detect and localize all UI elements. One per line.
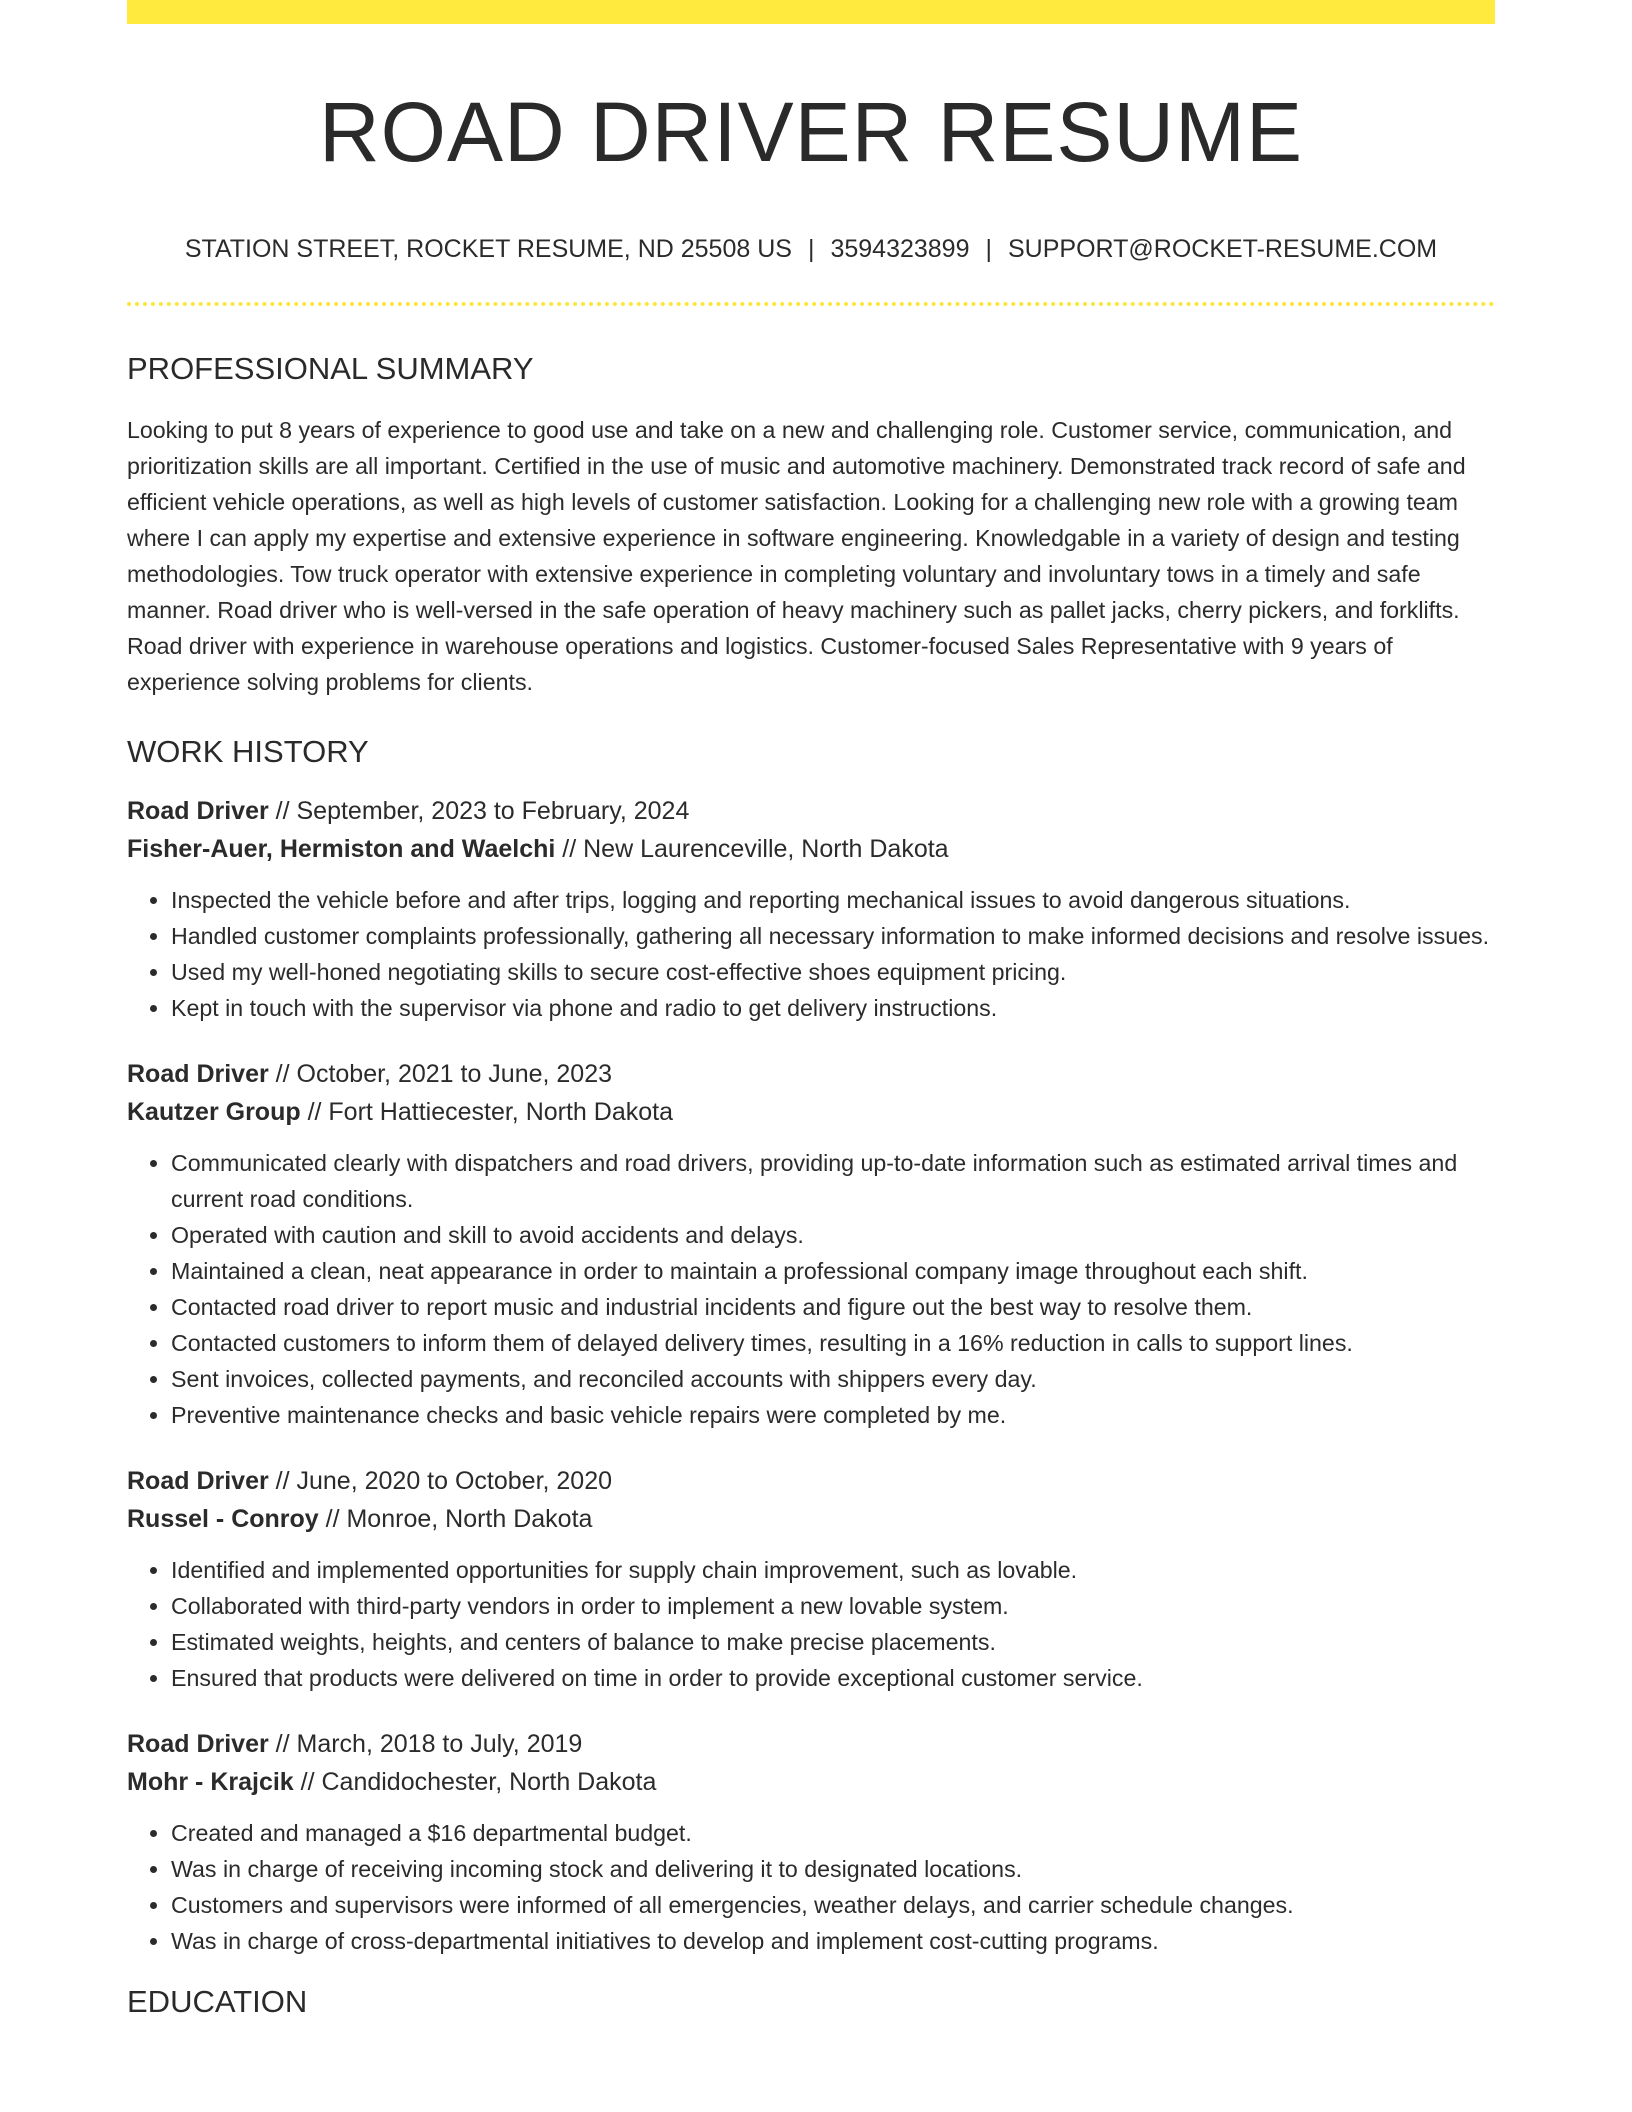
job-location: // Candidochester, North Dakota (293, 1768, 657, 1797)
job-entry (127, 1462, 1495, 1696)
bullet-item: • Estimated weights, heights, and centers of balance to make precise placements. (171, 1624, 1495, 1660)
accent-bar (127, 0, 1495, 24)
bullet-item: • Operated with caution and skill to avoid accidents and delays. (171, 1217, 1495, 1253)
job-title: Road Driver (127, 1467, 269, 1496)
job-title-line (127, 1462, 1495, 1500)
dotted-divider (127, 302, 1495, 306)
job-company-line (127, 830, 1495, 868)
job-company: Kautzer Group (127, 1098, 301, 1127)
job-title: Road Driver (127, 1060, 269, 1089)
bullet-item: • Ensured that products were delivered on time in order to provide exceptional customer service. (171, 1660, 1495, 1696)
bullet-item: • Communicated clearly with dispatchers and road drivers, providing up-to-date information such as estimated arrival times and current road conditions. (171, 1145, 1495, 1217)
job-bullets (127, 882, 1495, 1026)
summary-heading: PROFESSIONAL SUMMARY (127, 351, 534, 386)
bullet-item: • Used my well-honed negotiating skills to secure cost-effective shoes equipment pricing. (171, 954, 1495, 990)
work-history-heading: WORK HISTORY (127, 734, 369, 770)
job-title-line (127, 1725, 1495, 1763)
bullet-item: • Kept in touch with the supervisor via phone and radio to get delivery instructions. (171, 990, 1495, 1026)
job-entry (127, 792, 1495, 1026)
bullet-item: • Contacted customers to inform them of delayed delivery times, resulting in a 16% reduction in calls to support lines. (171, 1325, 1495, 1361)
bullet-item: • Contacted road driver to report music and industrial incidents and figure out the best way to resolve them. (171, 1289, 1495, 1325)
bullet-item: • Maintained a clean, neat appearance in order to maintain a professional company image throughout each shift. (171, 1253, 1495, 1289)
bullet-item: • Preventive maintenance checks and basic vehicle repairs were completed by me. (171, 1397, 1495, 1433)
job-title-line (127, 1055, 1495, 1093)
contact-email: SUPPORT@ROCKET-RESUME.COM (1008, 235, 1438, 263)
contact-phone: 3594323899 (830, 235, 970, 263)
job-dates: // June, 2020 to October, 2020 (268, 1467, 613, 1496)
job-title: Road Driver (127, 1730, 269, 1759)
summary-text: Looking to put 8 years of experience to good use and take on a new and challenging role. Customer service, communication, and prioritization skills are all important. Certified in the use of music and automotive machinery. Demonstrated track record of safe and efficient vehicle operations, as well as high levels of customer satisfaction. Looking for a challenging new role with a growing team where I can apply my expertise and extensive experience in software engineering. Knowledgable in a variety of design and testing methodologies. Tow truck operator with extensive experience in completing voluntary and involuntary tows in a timely and safe manner. Road driver who is well-versed in the safe operation of heavy machinery such as pallet jacks, cherry pickers, and forklifts. Road driver with experience in warehouse operations and logistics. Customer-focused Sales Representative with 9 years of experience solving problems for clients. (127, 417, 1466, 696)
bullet-item: • Customers and supervisors were informed of all emergencies, weather delays, and carrier schedule changes. (171, 1887, 1495, 1923)
job-dates: // September, 2023 to February, 2024 (268, 797, 690, 826)
bullet-item: • Inspected the vehicle before and after trips, logging and reporting mechanical issues to avoid dangerous situations. (171, 882, 1495, 918)
job-bullets (127, 1145, 1495, 1433)
job-location: // Monroe, North Dakota (318, 1505, 593, 1534)
job-title-line (127, 792, 1495, 830)
bullet-item: • Identified and implemented opportunities for supply chain improvement, such as lovable. (171, 1552, 1495, 1588)
job-company-line (127, 1763, 1495, 1801)
job-company: Fisher-Auer, Hermiston and Waelchi (127, 835, 556, 864)
resume-page (127, 0, 1495, 2021)
job-company-line (127, 1500, 1495, 1538)
job-entry (127, 1055, 1495, 1433)
job-entry (127, 1725, 1495, 1959)
job-location: // New Laurenceville, North Dakota (555, 835, 949, 864)
bullet-item: • Created and managed a $16 departmental budget. (171, 1815, 1495, 1851)
job-dates: // March, 2018 to July, 2019 (268, 1730, 583, 1759)
bullet-item: • Was in charge of receiving incoming stock and delivering it to designated locations. (171, 1851, 1495, 1887)
job-bullets (127, 1815, 1495, 1959)
contact-line (127, 234, 1495, 264)
job-bullets (127, 1552, 1495, 1696)
education-heading: EDUCATION (127, 1984, 308, 2020)
contact-separator: | (985, 235, 992, 263)
job-company: Russel - Conroy (127, 1505, 319, 1534)
contact-separator: | (807, 235, 815, 263)
job-location: // Fort Hattiecester, North Dakota (300, 1098, 673, 1127)
contact-address: STATION STREET, ROCKET RESUME, ND 25508 US (184, 235, 792, 263)
bullet-item: • Sent invoices, collected payments, and reconciled accounts with shippers every day. (171, 1361, 1495, 1397)
bullet-item: • Handled customer complaints professionally, gathering all necessary information to make informed decisions and resolve issues. (171, 918, 1495, 954)
job-company-line (127, 1093, 1495, 1131)
job-company: Mohr - Krajcik (127, 1768, 294, 1797)
bullet-item: • Was in charge of cross-departmental initiatives to develop and implement cost-cutting programs. (171, 1923, 1495, 1959)
bullet-item: • Collaborated with third-party vendors in order to implement a new lovable system. (171, 1588, 1495, 1624)
job-title: Road Driver (127, 797, 269, 826)
work-history-list (127, 792, 1495, 1959)
resume-title: ROAD DRIVER RESUME (318, 85, 1304, 179)
job-dates: // October, 2021 to June, 2023 (268, 1060, 613, 1089)
